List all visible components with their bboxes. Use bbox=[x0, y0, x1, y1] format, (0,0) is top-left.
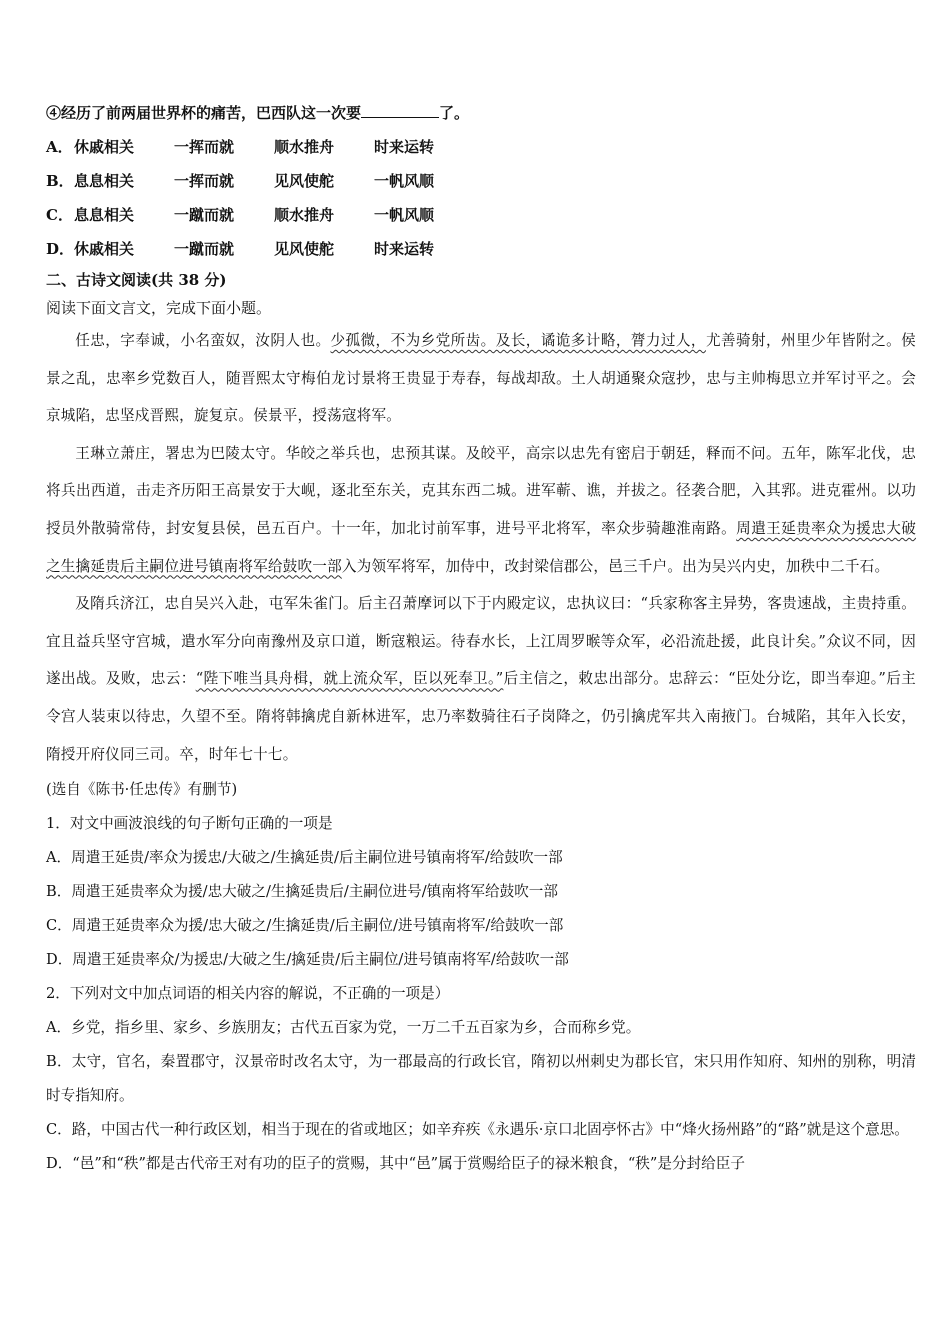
passage-text: 及隋兵济江，忠自吴兴入赴，屯军朱雀门。后主召萧摩诃以下于内殿定议，忠执议曰：“兵家称客主异势，客贵速战，主贵持重。宜且益兵坚守宫城，遣水军分向南豫州及京口道，断寇粮运。待春水长，上江周罗㬋等众军，必沿流赴援，此良计矣。”众议不同，因遂出战。及败，忠云： bbox=[46, 595, 916, 688]
question-1-option-b: B．周遣王延贵率众为援/忠大破之/生擒延贵后/主嗣位进号/镇南将军给鼓吹一部 bbox=[46, 883, 558, 901]
passage-source: (选自《陈书·任忠传》有删节) bbox=[46, 781, 238, 799]
passage-text: 王琳立萧庄，署忠为巴陵太守。华皎之举兵也，忠预其谋。及皎平，高宗以忠先有密启于朝廷，释而不问。五年，陈军北伐，忠将兵出西道，击走齐历阳王高景安于大岘，逐北至东关，克其东西二城。进军蕲、谯，并拔之。径袭合肥，入其郛。进克霍州。以功授员外散骑常侍，封安复县侯，邑五百户。十一年，加北讨前军事，进号平北将军，率众步骑趣淮南路。 bbox=[46, 444, 916, 537]
option-word: 一帆风顺 bbox=[374, 172, 435, 190]
option-word: 一挥而就 bbox=[174, 138, 235, 156]
passage-wavy-text: 少孤微，不为乡党所齿。及长，谲诡多计略，膂力过人， bbox=[330, 332, 706, 349]
document-page bbox=[46, 96, 916, 1181]
option-word: 见风使舵 bbox=[274, 172, 335, 190]
question-2-option-b: B．太守，官名，秦置郡守，汉景帝时改名太守，为一郡最高的行政长官，隋初以州刺史为郡长官，宋只用作知府、知州的别称，明清时专指知府。 bbox=[46, 1053, 916, 1105]
passage-paragraph-3 bbox=[46, 585, 916, 773]
q4-option-a bbox=[46, 130, 916, 164]
q4-option-b bbox=[46, 164, 916, 198]
q4-stem-before: ④经历了前两届世界杯的痛苦，巴西队这一次要 bbox=[46, 104, 362, 122]
option-word: 一蹴而就 bbox=[174, 206, 235, 224]
option-word: 一蹴而就 bbox=[174, 240, 235, 258]
question-1-stem: 1．对文中画波浪线的句子断句正确的一项是 bbox=[46, 815, 333, 833]
option-key: D． bbox=[46, 240, 75, 258]
question-2-option-a: A．乡党，指乡里、家乡、乡族朋友；古代五百家为党，一万二千五百家为乡，合而称乡党。 bbox=[46, 1019, 641, 1037]
passage-paragraph-1 bbox=[46, 322, 916, 435]
question-1-option-c: C．周遣王延贵率众为援/忠大破之/生擒延贵/后主嗣位/进号镇南将军/给鼓吹一部 bbox=[46, 917, 564, 935]
q4-option-d bbox=[46, 232, 916, 266]
passage-text: 入为领军将军，加侍中，改封梁信郡公，邑三千户。出为吴兴内史，加秩中二千石。 bbox=[341, 557, 890, 575]
option-key: B． bbox=[46, 172, 74, 190]
q4-option-c bbox=[46, 198, 916, 232]
answer-blank bbox=[361, 100, 439, 118]
option-word: 顺水推舟 bbox=[274, 206, 335, 224]
option-word: 见风使舵 bbox=[274, 240, 335, 258]
option-word: 息息相关 bbox=[74, 172, 135, 190]
option-word: 时来运转 bbox=[374, 138, 435, 156]
option-word: 一挥而就 bbox=[174, 172, 235, 190]
question-2-option-d: D．“邑”和“秩”都是古代帝王对有功的臣子的赏赐，其中“邑”属于赏赐给臣子的禄米粮食，“秩”是分封给臣子 bbox=[46, 1155, 745, 1173]
option-word: 顺水推舟 bbox=[274, 138, 335, 156]
option-word: 休戚相关 bbox=[74, 138, 135, 156]
passage-text: 尤善骑射，州里少年皆附之。侯景之乱，忠率乡党数百人，随晋熙太守梅伯龙讨景将王贵显于寿春，每战却敌。土人胡通聚众寇抄，忠与主帅梅思立并军讨平之。会京城陷，忠坚戍晋熙，旋复京。侯景平，授荡寇将军。 bbox=[46, 332, 916, 425]
option-word: 时来运转 bbox=[374, 240, 435, 258]
option-key: C． bbox=[46, 206, 73, 224]
option-word: 休戚相关 bbox=[74, 240, 135, 258]
passage-paragraph-2 bbox=[46, 435, 916, 585]
passage-text: 后主信之，敕忠出部分。忠辞云：“臣处分讫，即当奉迎。”后主令宫人装束以待忠，久望不至。隋将韩擒虎自新林进军，忠乃率数骑往石子岗降之，仍引擒虎军共入南掖门。台城陷，其年入长安，隋授开府仪同三司。卒，时年七十七。 bbox=[46, 670, 916, 763]
passage-wavy-text: “陛下唯当具舟楫，就上流众军，臣以死奉卫。” bbox=[195, 670, 504, 688]
question-1-option-a: A．周遣王延贵/率众为援忠/大破之/生擒延贵/后主嗣位进号镇南将军/给鼓吹一部 bbox=[46, 849, 563, 867]
option-word: 息息相关 bbox=[74, 206, 135, 224]
passage-text: 任忠，字奉诚，小名蛮奴，汝阴人也。 bbox=[75, 332, 331, 349]
q4-stem bbox=[46, 96, 916, 130]
section-instruction: 阅读下面文言文，完成下面小题。 bbox=[46, 299, 272, 317]
question-2-stem: 2．下列对文中加点词语的相关内容的解说，不正确的一项是） bbox=[46, 985, 450, 1003]
question-1-option-d: D．周遣王延贵率众/为援忠/大破之生/擒延贵/后主嗣位/进号镇南将军/给鼓吹一部 bbox=[46, 951, 569, 969]
q4-stem-after: 了。 bbox=[439, 104, 470, 122]
question-2-option-c: C．路，中国古代一种行政区划，相当于现在的省或地区；如辛弃疾《永遇乐·京口北固亭怀古》中“烽火扬州路”的“路”就是这个意思。 bbox=[46, 1121, 909, 1139]
option-word: 一帆风顺 bbox=[374, 206, 435, 224]
passage-wavy-sentence: 周遣王延贵率众为援忠大破之生擒延贵后主嗣位进号镇南将军给鼓吹一部 bbox=[46, 519, 916, 575]
option-key: A． bbox=[46, 138, 73, 156]
section-title: 二、古诗文阅读(共 38 分) bbox=[46, 271, 227, 289]
